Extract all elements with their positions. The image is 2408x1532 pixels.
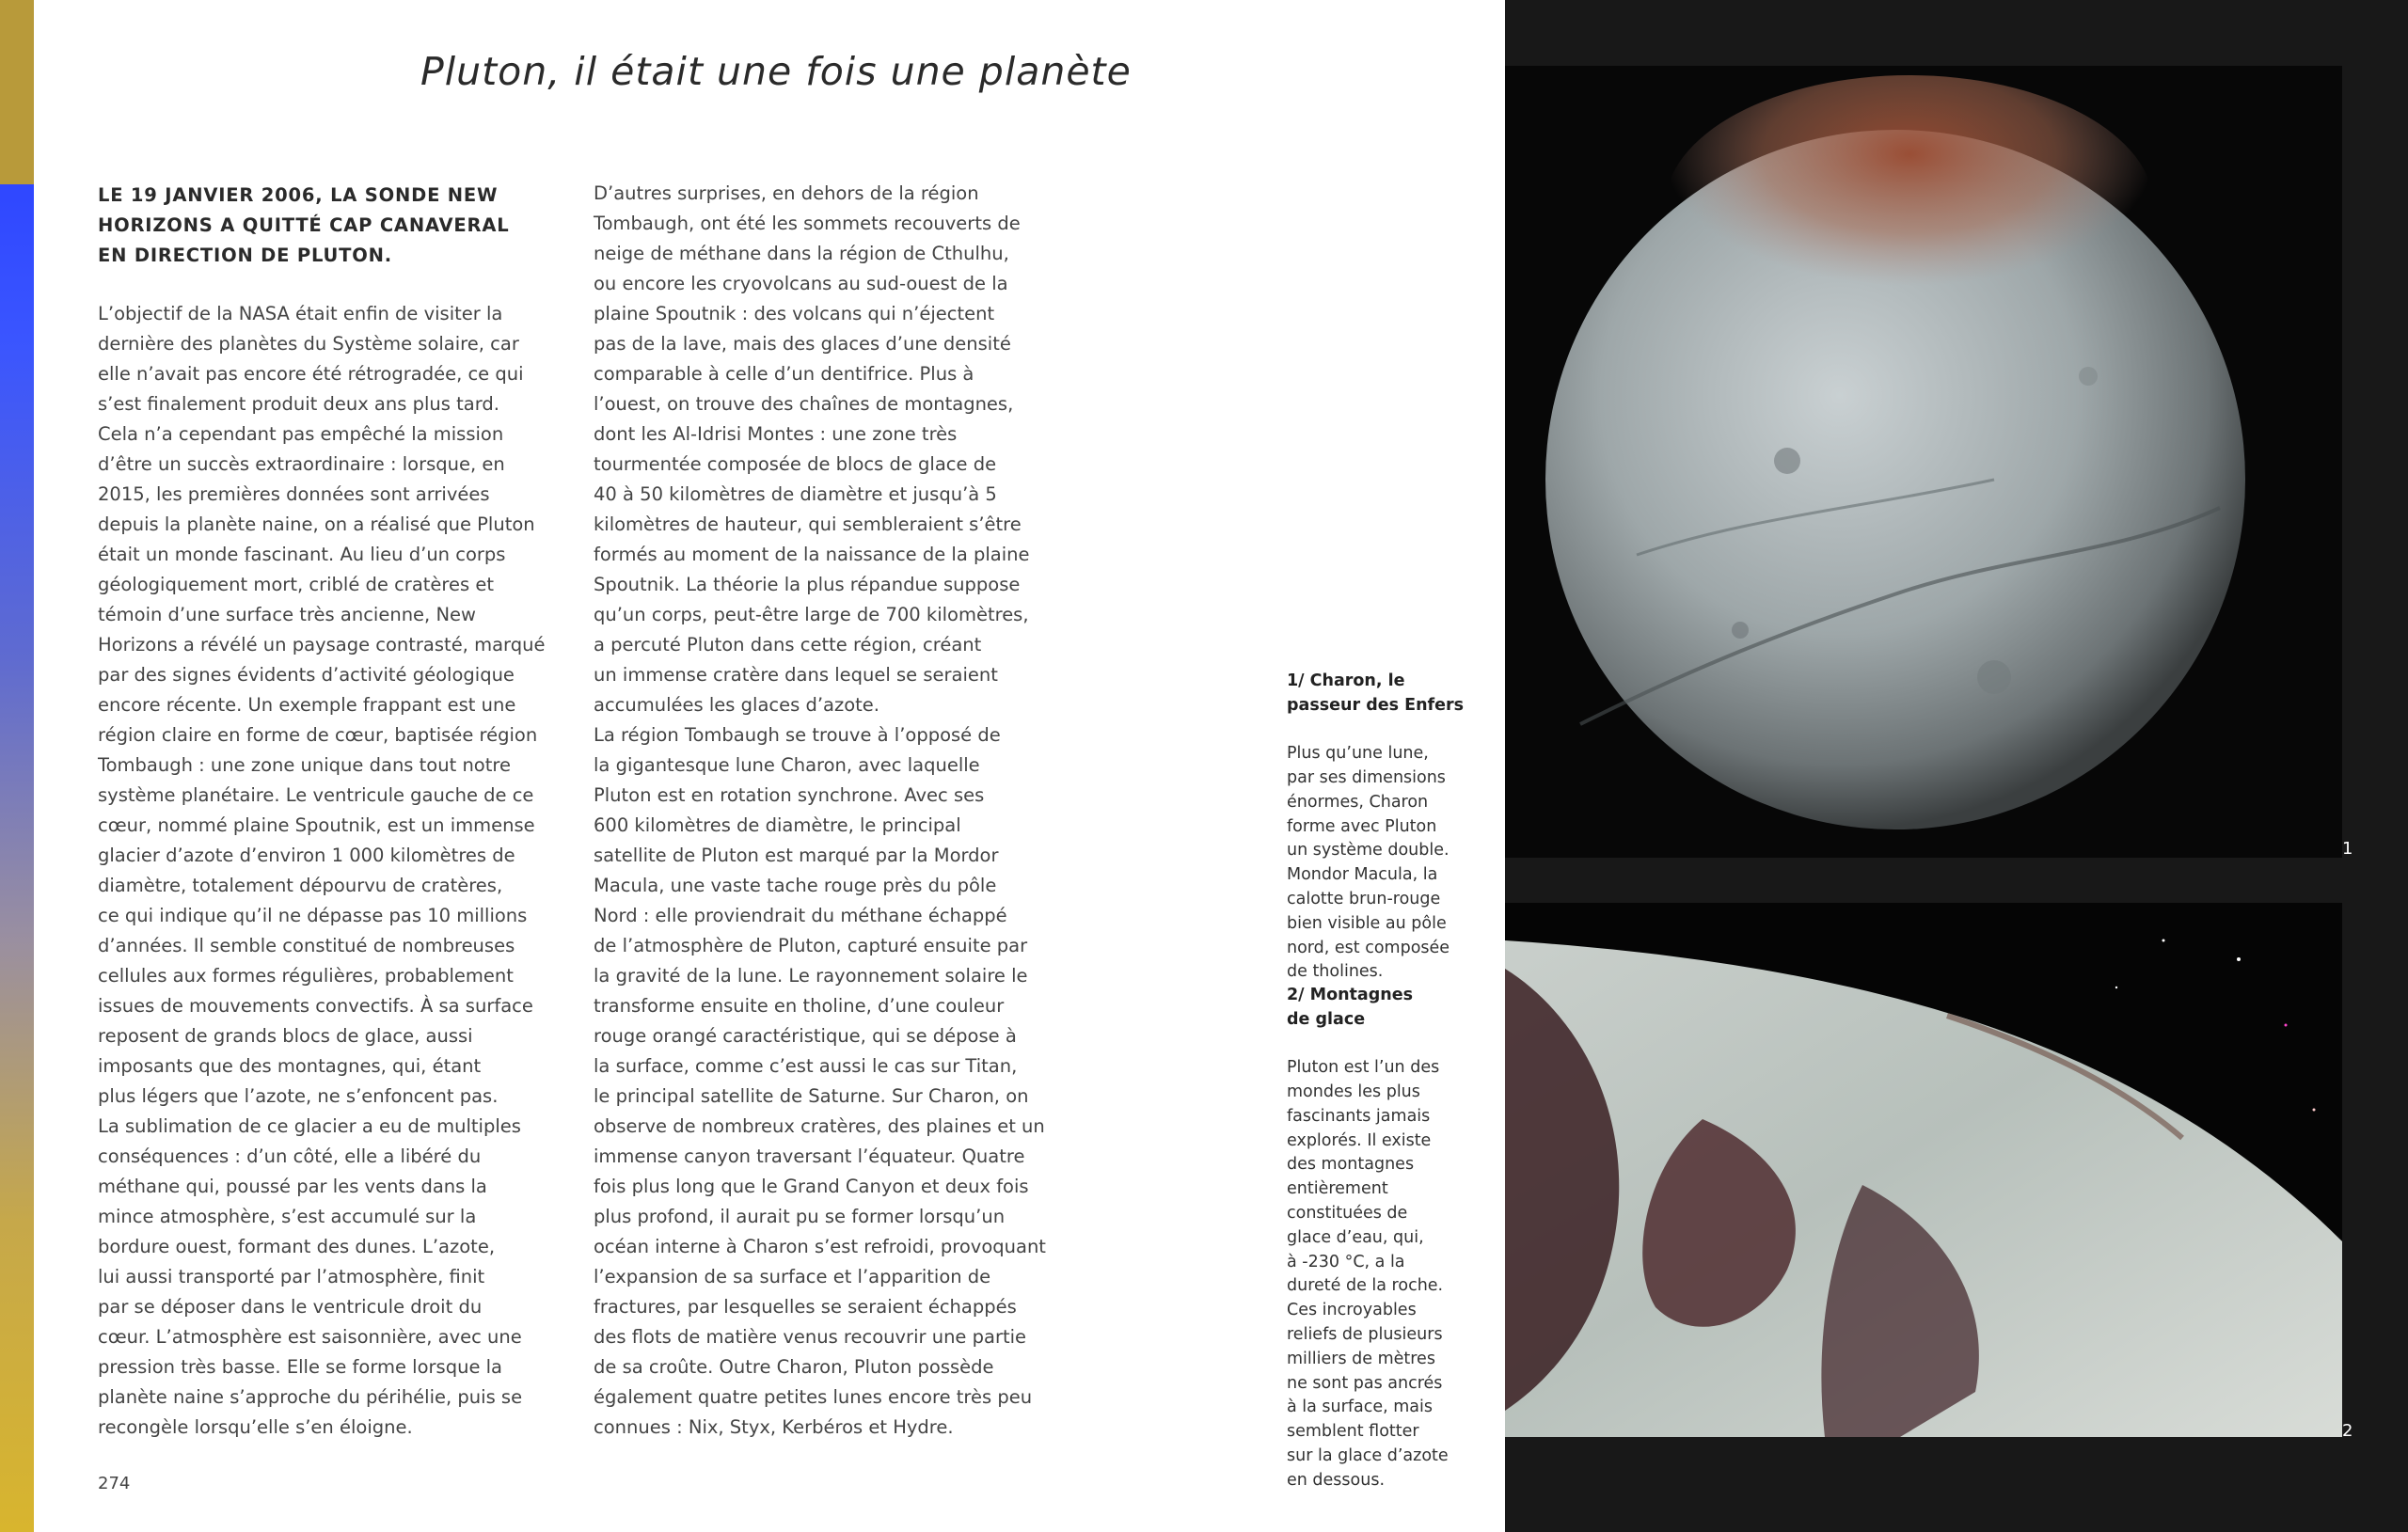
caption-montagnes-heading: 2/ Montagnes de glace	[1287, 985, 1414, 1029]
charon-photo	[1505, 66, 2342, 858]
photo-number-2: 2	[2342, 1421, 2353, 1441]
caption-charon	[1287, 645, 1465, 1009]
page-title: Pluton, il était une fois une planète	[420, 49, 1132, 94]
caption-charon-text: Plus qu’une lune, par ses dimensions énormes, Charon forme avec Pluton un système double. Mondor Macula, la calotte brun-rouge bien visible au pôle nord, est composée de tholines.	[1287, 744, 1450, 982]
pluto-mountains-photo	[1505, 903, 2342, 1437]
body-column-2: D’autres surprises, en dehors de la région Tombaugh, ont été les sommets recouverts de neige de méthane dans la région de Cthulhu, ou encore les cryovolcans au sud-ouest de la plaine Spoutnik : des volcans qui n’éjectent pas de la lave, mais des glaces d’une densité comparable à celle d’un dentifrice. Plus à l’ouest, on trouve des chaînes de montagnes, dont les Al-Idrisi Montes : une zone très tourmentée composée de blocs de glace de 40 à 50 kilomètres de diamètre et jusqu’à 5 kilomètres de hauteur, qui sembleraient s’être formés au moment de la naissance de la plaine Spoutnik. La théorie la plus répandue suppose qu’un corps, peut-être large de 700 kilomètres, a percuté Pluton dans cette région, créant un immense cratère dans lequel se seraient accumulées les glaces d’azote. La région Tombaugh se trouve à l’opposé de la gigantesque lune Charon, avec laquelle Pluton est en rotation synchrone. Avec ses 600 kilomètres de diamètre, le principal satellite de Pluton est marqué par la Mordor Macula, une vaste tache rouge près du pôle Nord : elle proviendrait du méthane échappé de l’atmosphère de Pluton, capturé ensuite par la gravité de la lune. Le rayonnement solaire le transforme ensuite en tholine, d’une couleur rouge orangé caractéristique, qui se dépose à la surface, comme c’est aussi le cas sur Titan, le principal satellite de Saturne. Sur Charon, on observe de nombreux cratères, des plaines et un immense canyon traversant l’équateur. Quatre fois plus long que le Grand Canyon et deux fois plus profond, il aurait pu se former lorsqu’un océan interne à Charon s’est refroidi, provoquant l’expansion de sa surface et l’apparition de fractures, par lesquelles se seraient échappés des flots de matière venus recouvrir une partie de sa croûte. Outre Charon, Pluton possède également quatre petites lunes encore très peu connues : Nix, Styx, Kerbéros et Hydre.	[594, 182, 1046, 1438]
caption-montagnes-text: Pluton est l’un des mondes les plus fascinants jamais explorés. Il existe des montagnes entièrement constituées de glace d’eau, qui, à -230 °C, a la dureté de la roche. Ces incroyables reliefs de plusieurs milliers de mètres ne sont pas ancrés à la surface, mais semblent flotter sur la glace d’azote en dessous.	[1287, 1058, 1449, 1490]
body-column-1: L’objectif de la NASA était enfin de visiter la dernière des planètes du Système solaire, car elle n’avait pas encore été rétrogradée, ce qui s’est finalement produit deux ans plus tard. Cela n’a cependant pas empêché la mission d’être un succès extraordinaire : lorsque, en 2015, les premières données sont arrivées depuis la planète naine, on a réalisé que Pluton était un monde fascinant. Au lieu d’un corps géologiquement mort, criblé de cratères et témoin d’une surface très ancienne, New Horizons a révélé un paysage contrasté, marqué par des signes évidents d’activité géologique encore récente. Un exemple frappant est une région claire en forme de cœur, baptisée région Tombaugh : une zone unique dans tout notre système planétaire. Le ventricule gauche de ce cœur, nommé plaine Spoutnik, est un immense glacier d’azote d’environ 1 000 kilomètres de diamètre, totalement dépourvu de cratères, ce qui indique qu’il ne dépasse pas 10 millions d’années. Il semble constitué de nombreuses cellules aux formes régulières, probablement issues de mouvements convectifs. À sa surface reposent de grands blocs de glace, aussi imposants que des montagnes, qui, étant plus légers que l’azote, ne s’enfoncent pas. La sublimation de ce glacier a eu de multiples conséquences : d’un côté, elle a libéré du méthane qui, poussé par les vents dans la mince atmosphère, s’est accumulé sur la bordure ouest, formant des dunes. L’azote, lui aussi transporté par l’atmosphère, finit par se déposer dans le ventricule droit du cœur. L’atmosphère est saisonnière, avec une pression très basse. Elle se forme lorsque la planète naine s’approche du périhélie, puis se recongèle lorsqu’elle s’en éloigne.	[98, 303, 546, 1438]
caption-montagnes	[1287, 959, 1465, 1517]
photo-number-1: 1	[2342, 839, 2353, 859]
page-number: 274	[98, 1474, 131, 1493]
lead-paragraph: LE 19 JANVIER 2006, LA SONDE NEW HORIZONS A QUITTÉ CAP CANAVERAL EN DIRECTION DE PLUTON.	[98, 184, 510, 266]
right-page	[1505, 0, 2408, 1532]
caption-charon-heading: 1/ Charon, le passeur des Enfers	[1287, 671, 1465, 715]
color-edge-bar	[0, 0, 34, 1532]
